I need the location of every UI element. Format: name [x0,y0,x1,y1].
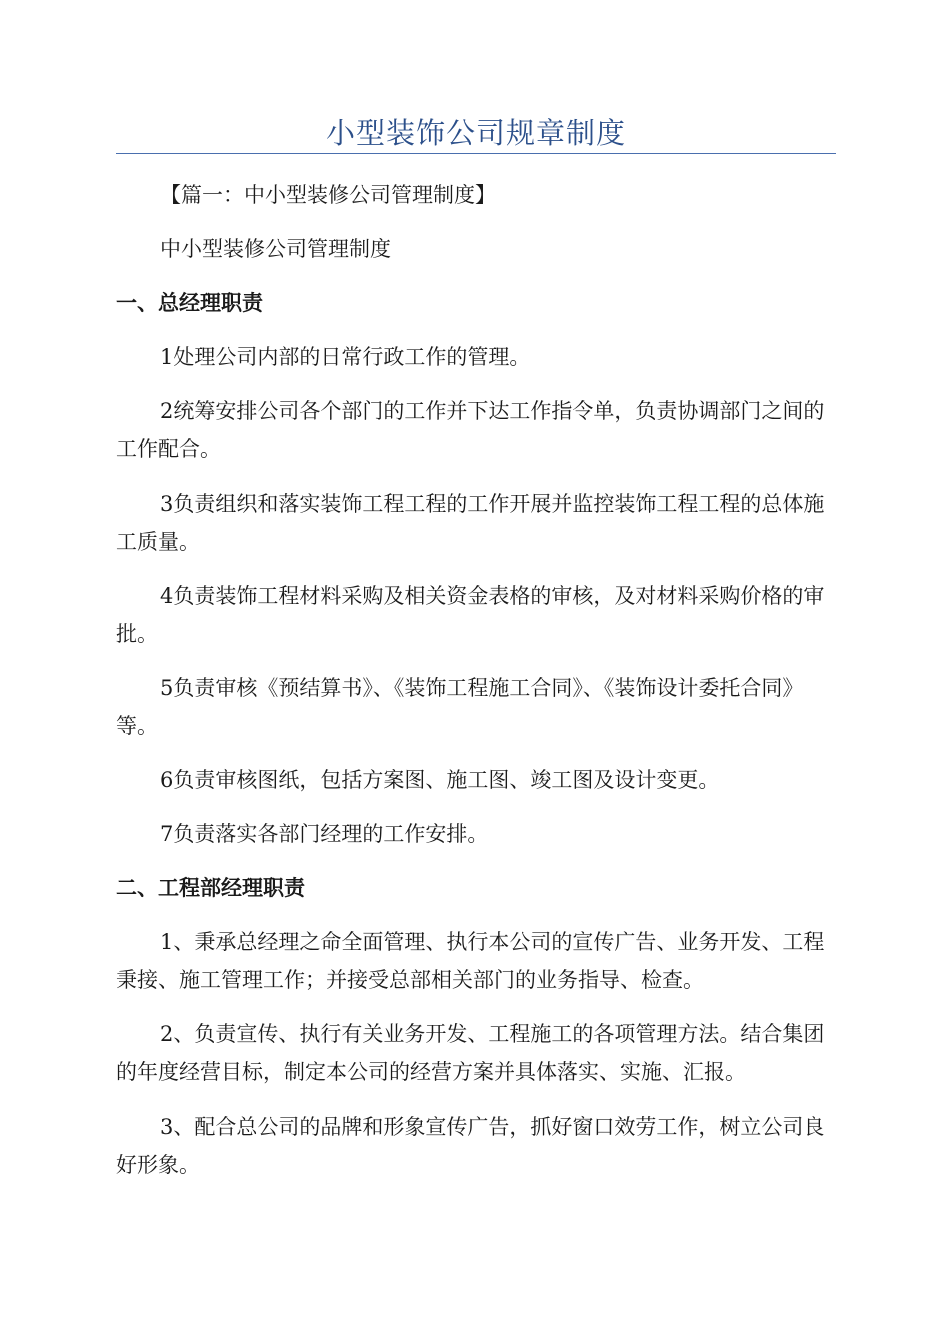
paragraph: 1处理公司内部的日常行政工作的管理。 [160,345,531,369]
paragraph: 1、秉承总经理之命全面管理、执行本公司的宣传广告、业务开发、工程秉接、施工管理工作；并接受总部相关部门的业务指导、检查。 [116,930,825,992]
paragraph: 7负责落实各部门经理的工作安排。 [160,822,489,846]
paragraph: 3、配合总公司的品牌和形象宣传广告，抓好窗口效劳工作，树立公司良好形象。 [116,1115,825,1177]
document-name: 中小型装修公司管理制度 [160,237,391,261]
subtitle: 【篇一：中小型装修公司管理制度】 [160,183,496,207]
section-heading: 二、工程部经理职责 [116,875,305,900]
paragraph: 5负责审核《预结算书》、《装饰工程施工合同》、《装饰设计委托合同》等。 [116,676,804,738]
paragraph: 6负责审核图纸，包括方案图、施工图、竣工图及设计变更。 [160,768,720,792]
document-title: 小型装饰公司规章制度 [325,116,626,150]
paragraph: 2统筹安排公司各个部门的工作并下达工作指令单，负责协调部门之间的工作配合。 [116,399,825,461]
paragraph: 2、负责宣传、执行有关业务开发、工程施工的各项管理方法。结合集团的年度经营目标，制定本公司的经营方案并具体落实、实施、汇报。 [116,1022,825,1084]
paragraph: 3负责组织和落实装饰工程工程的工作开展并监控装饰工程工程的总体施工质量。 [116,492,825,554]
title-underline [116,153,836,154]
paragraph: 4负责装饰工程材料采购及相关资金表格的审核，及对材料采购价格的审批。 [116,584,825,646]
section-heading: 一、总经理职责 [116,290,263,315]
